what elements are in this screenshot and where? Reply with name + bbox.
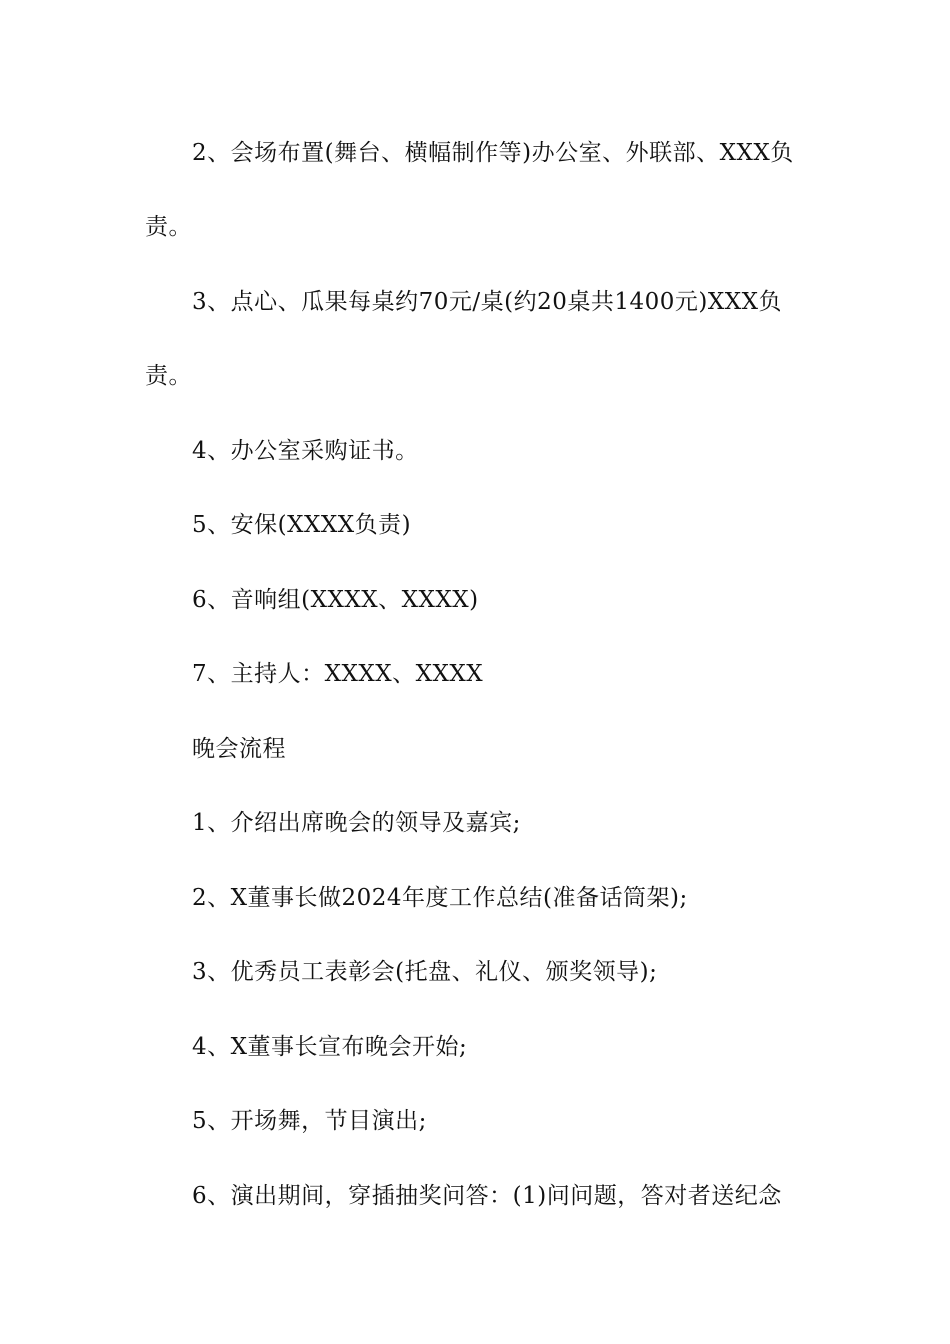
paragraph-line: 责。 xyxy=(145,363,192,389)
paragraph-line: 3、优秀员工表彰会(托盘、礼仪、颁奖领导); xyxy=(192,959,658,985)
paragraph-line: 3、点心、瓜果每桌约70元/桌(约20桌共1400元)XXX负 xyxy=(192,289,783,315)
paragraph-line: 4、办公室采购证书。 xyxy=(192,438,419,464)
paragraph-line: 2、会场布置(舞台、横幅制作等)办公室、外联部、XXX负 xyxy=(192,140,794,166)
section-heading: 晚会流程 xyxy=(192,736,286,762)
paragraph-line: 2、X董事长做2024年度工作总结(准备话筒架); xyxy=(192,885,688,911)
paragraph-line: 5、安保(XXXX负责) xyxy=(192,512,412,538)
paragraph-line: 6、音响组(XXXX、XXXX) xyxy=(192,587,479,613)
paragraph-line: 1、介绍出席晚会的领导及嘉宾; xyxy=(192,810,521,836)
paragraph-line: 4、X董事长宣布晚会开始; xyxy=(192,1034,468,1060)
paragraph-line: 责。 xyxy=(145,214,192,240)
paragraph-line: 7、主持人：XXXX、XXXX xyxy=(192,661,484,687)
paragraph-line: 5、开场舞，节目演出; xyxy=(192,1108,427,1134)
paragraph-line: 6、演出期间，穿插抽奖问答：(1)问问题，答对者送纪念 xyxy=(192,1183,782,1209)
